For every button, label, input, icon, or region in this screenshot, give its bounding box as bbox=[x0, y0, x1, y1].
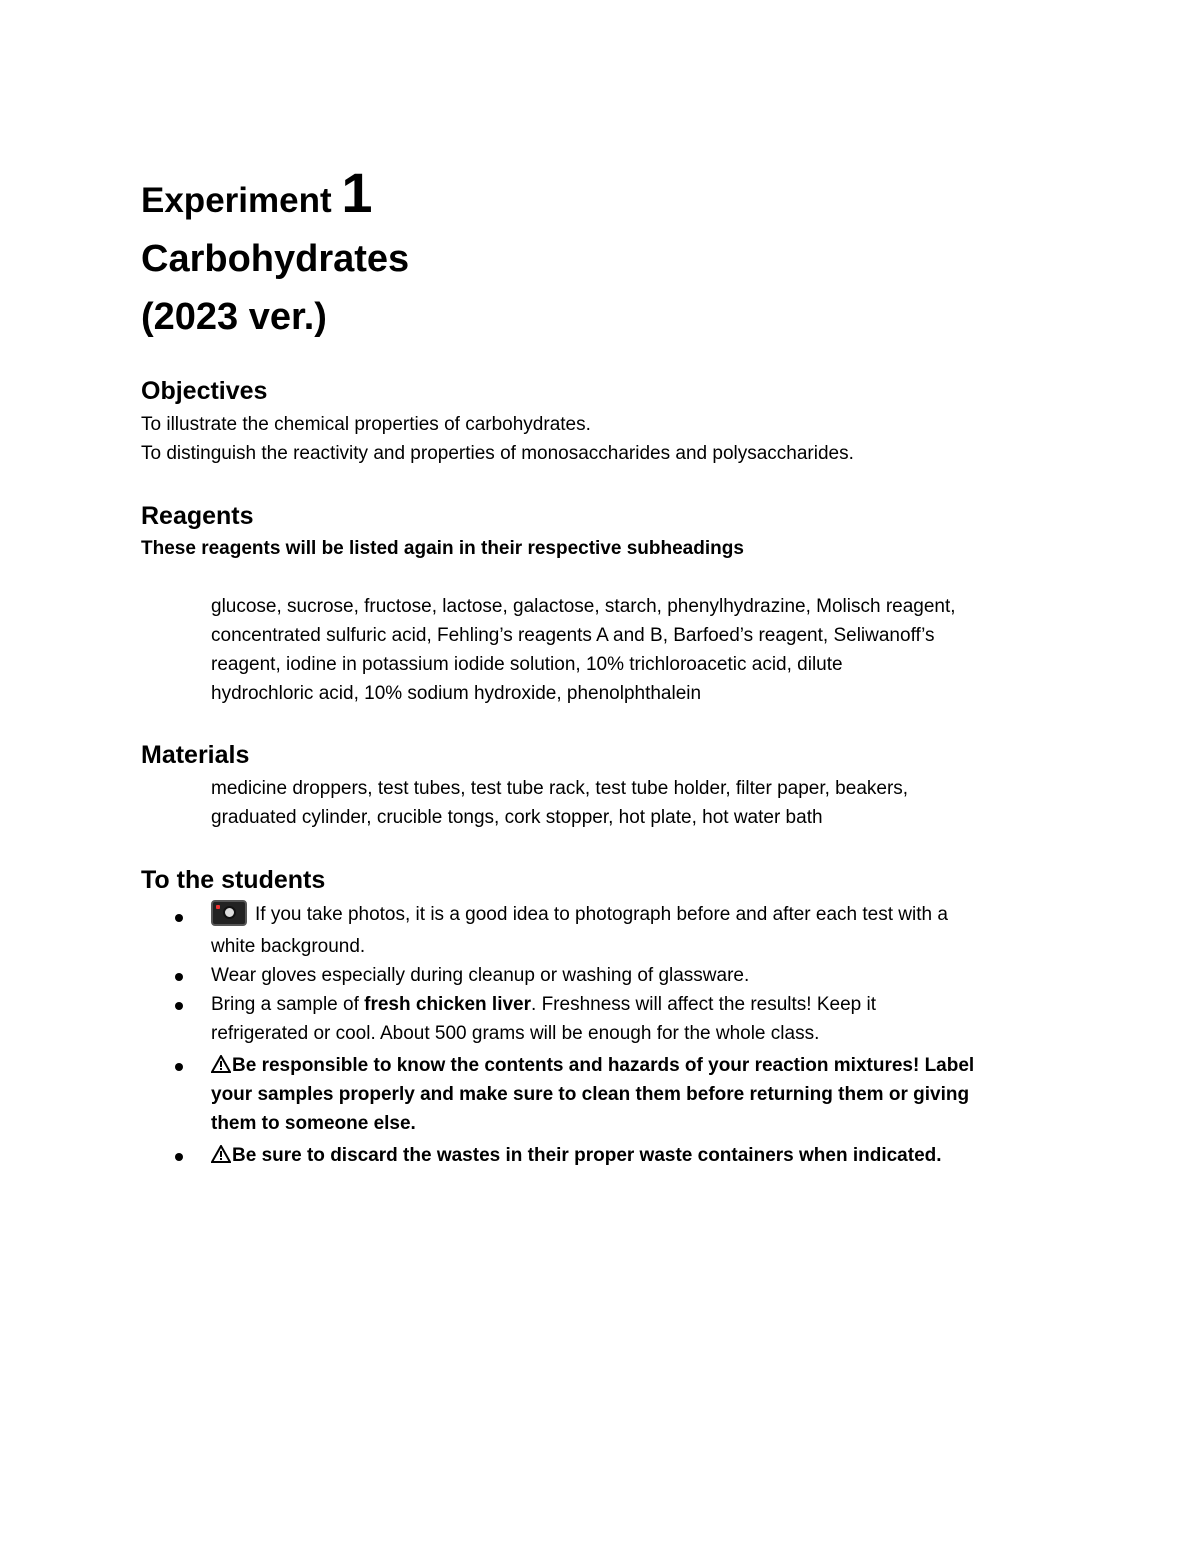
bullet-item-gloves: Wear gloves especially during cleanup or washing of glassware. bbox=[211, 965, 750, 986]
experiment-label: Experiment bbox=[141, 181, 332, 220]
version-title: (2023 ver.) bbox=[141, 296, 327, 338]
bullet-text-bold: fresh chicken liver bbox=[364, 994, 532, 1015]
bullet-dot bbox=[175, 973, 183, 981]
bullet-dot bbox=[175, 914, 183, 922]
students-heading: To the students bbox=[141, 866, 326, 894]
warning-icon bbox=[211, 1055, 231, 1073]
bullet-item-liver bbox=[211, 990, 876, 1019]
objective-line: To illustrate the chemical properties of carbohydrates. bbox=[141, 414, 591, 435]
reagents-note: These reagents will be listed again in their respective subheadings bbox=[141, 538, 744, 559]
reagents-line: glucose, sucrose, fructose, lactose, galactose, starch, phenylhydrazine, Molisch reagent, bbox=[211, 596, 956, 617]
subject-title: Carbohydrates bbox=[141, 238, 410, 280]
objectives-heading: Objectives bbox=[141, 377, 268, 405]
warning-icon bbox=[211, 1145, 231, 1163]
bullet-text-cont: your samples properly and make sure to clean them before returning them or giving bbox=[211, 1084, 970, 1105]
bullet-text: Be sure to discard the wastes in their proper waste containers when indicated. bbox=[232, 1145, 942, 1166]
bullet-item-hazards bbox=[211, 1051, 974, 1080]
reagents-line: concentrated sulfuric acid, Fehling’s reagents A and B, Barfoed’s reagent, Seliwanoff’s bbox=[211, 625, 935, 646]
experiment-title bbox=[141, 160, 373, 234]
bullet-text: Bring a sample of bbox=[211, 994, 365, 1015]
bullet-dot bbox=[175, 1153, 183, 1161]
bullet-text: . Freshness will affect the results! Keep it bbox=[531, 994, 876, 1015]
bullet-item-photos bbox=[211, 900, 948, 929]
objective-line: To distinguish the reactivity and properties of monosaccharides and polysaccharides. bbox=[141, 443, 854, 464]
experiment-number: 1 bbox=[341, 161, 373, 224]
bullet-text-cont: them to someone else. bbox=[211, 1113, 416, 1134]
bullet-text-cont: refrigerated or cool. About 500 grams will be enough for the whole class. bbox=[211, 1023, 820, 1044]
reagents-line: hydrochloric acid, 10% sodium hydroxide, phenolphthalein bbox=[211, 683, 702, 704]
materials-heading: Materials bbox=[141, 741, 250, 769]
materials-line: graduated cylinder, crucible tongs, cork stopper, hot plate, hot water bath bbox=[211, 807, 823, 828]
reagents-heading: Reagents bbox=[141, 502, 254, 530]
bullet-text: Be responsible to know the contents and hazards of your reaction mixtures! Label bbox=[232, 1055, 975, 1076]
reagents-line: reagent, iodine in potassium iodide solution, 10% trichloroacetic acid, dilute bbox=[211, 654, 843, 675]
camera-icon bbox=[211, 900, 247, 926]
bullet-item-wastes bbox=[211, 1141, 942, 1170]
materials-line: medicine droppers, test tubes, test tube rack, test tube holder, filter paper, beakers, bbox=[211, 778, 909, 799]
bullet-dot bbox=[175, 1002, 183, 1010]
bullet-text-cont: white background. bbox=[211, 936, 366, 957]
bullet-dot bbox=[175, 1063, 183, 1071]
bullet-text: If you take photos, it is a good idea to photograph before and after each test with a bbox=[255, 904, 948, 925]
